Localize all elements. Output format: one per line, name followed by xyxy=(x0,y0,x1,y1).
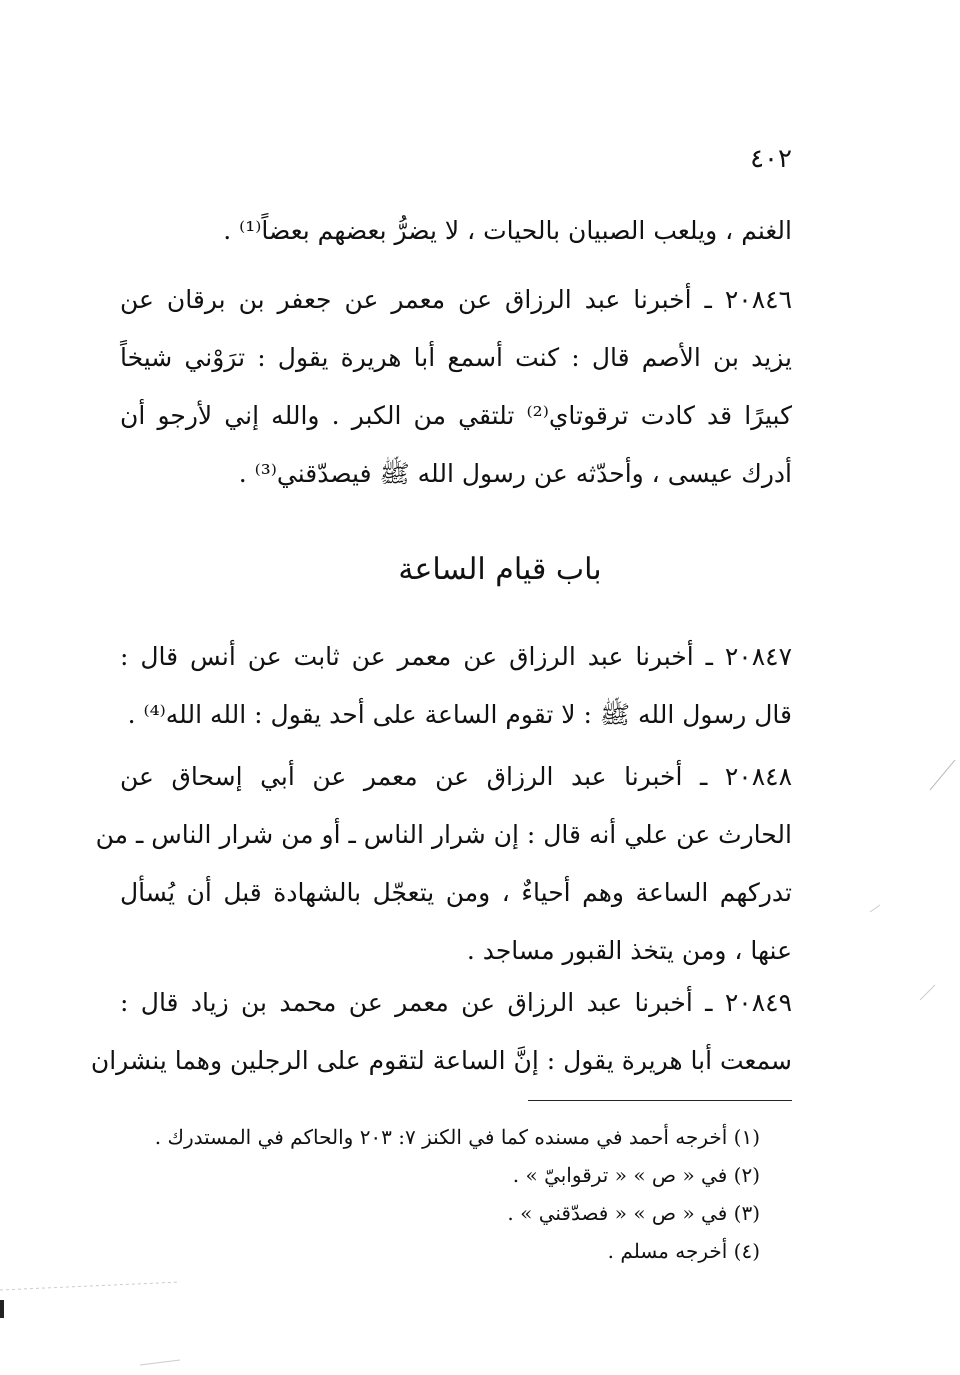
scan-mark xyxy=(920,985,935,1000)
scan-mark xyxy=(0,1282,180,1290)
footnote: (٢) في « ص » « ترقوابيّ » . xyxy=(512,1163,760,1187)
scan-mark xyxy=(870,905,880,912)
scan-mark xyxy=(0,1300,4,1318)
text-line: كبيرًا قد كادت ترقوتاي⁽²⁾ تلتقي من الكبر . والله إني لأرجو أن xyxy=(120,401,792,430)
text-line: ٢٠٨٤٦ ـ أخبرنا عبد الرزاق عن معمر عن جعفر بن برقان عن xyxy=(120,285,792,314)
chapter-heading: باب قيام الساعة xyxy=(398,552,602,587)
text-line: الغنم ، ويلعب الصبيان بالحيات ، لا يضرُّ بعضهم بعضاً⁽¹⁾ . xyxy=(223,216,792,245)
page-number: ٤٠٢ xyxy=(750,144,792,174)
text-line: قال رسول الله ﷺ : لا تقوم الساعة على أحد يقول : الله الله⁽⁴⁾ . xyxy=(127,700,792,729)
text-line: يزيد بن الأصم قال : كنت أسمع أبا هريرة يقول : ترَوْني شيخاً xyxy=(120,343,792,372)
scan-mark xyxy=(930,760,955,790)
footnote: (٣) في « ص » « فصدّقني » . xyxy=(507,1201,760,1225)
text-line: ٢٠٨٤٧ ـ أخبرنا عبد الرزاق عن معمر عن ثابت عن أنس قال : xyxy=(120,642,792,671)
text-line: أدرك عيسى ، وأحدّثه عن رسول الله ﷺ فيصدّقني⁽³⁾ . xyxy=(238,459,792,488)
text-line: الحارث عن علي أنه قال : إن شرار الناس ـ أو من شرار الناس ـ من xyxy=(95,820,792,849)
text-line: تدركهم الساعة وهم أحياءٌ ، ومن يتعجّل بالشهادة قبل أن يُسأل xyxy=(120,878,792,907)
text-line: ٢٠٨٤٩ ـ أخبرنا عبد الرزاق عن معمر عن محمد بن زياد قال : xyxy=(120,988,792,1017)
footnote: (٤) أخرجه مسلم . xyxy=(607,1239,760,1263)
text-line: سمعت أبا هريرة يقول : إنَّ الساعة لتقوم على الرجلين وهما ينشران xyxy=(90,1046,792,1075)
text-line: ٢٠٨٤٨ ـ أخبرنا عبد الرزاق عن معمر عن أبي إسحاق عن xyxy=(120,762,792,791)
text-line: عنها ، ومن يتخذ القبور مساجد . xyxy=(466,936,792,965)
footnote: (١) أخرجه أحمد في مسنده كما في الكنز ٧: ٢٠٣ والحاكم في المستدرك . xyxy=(154,1125,760,1149)
scan-mark xyxy=(140,1360,180,1365)
